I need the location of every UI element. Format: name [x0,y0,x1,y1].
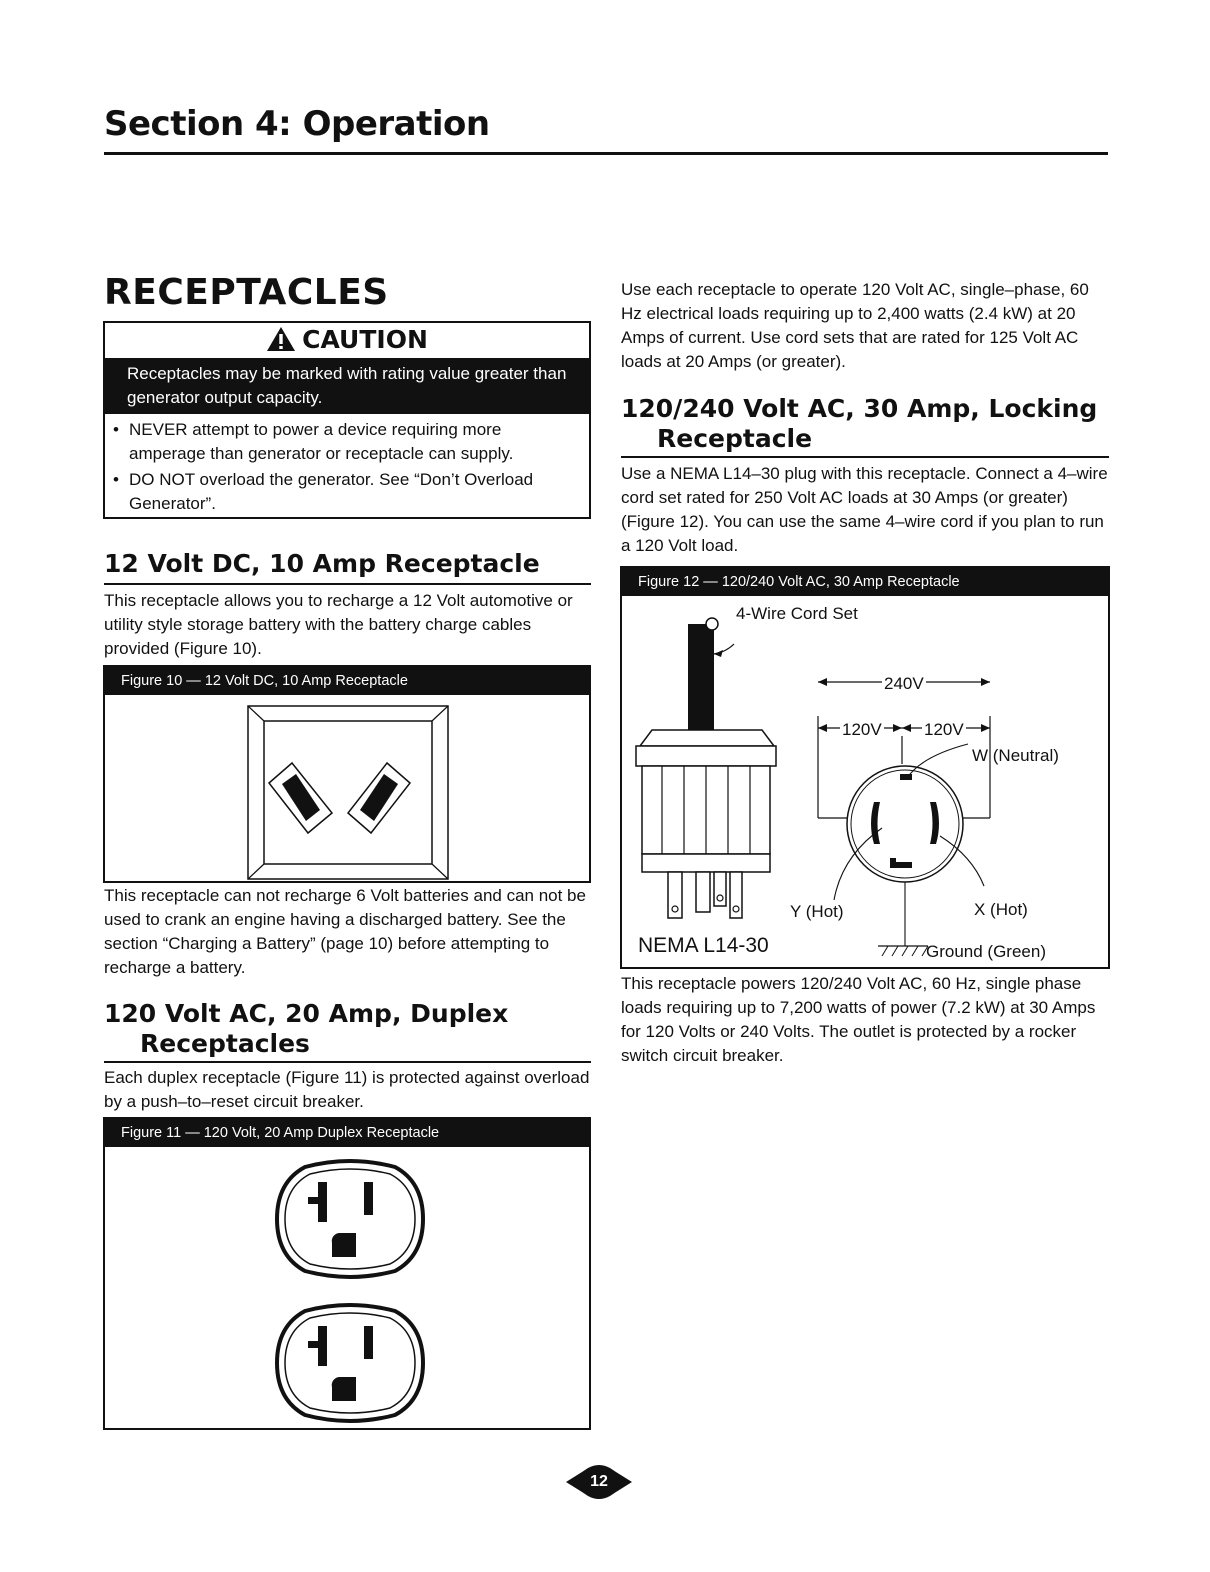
duplex-heading-rule [104,1061,591,1063]
locking-receptacle-diagram [622,596,1108,967]
caution-item: • NEVER attempt to power a device requiring more amperage than generator or receptacle can supply. [113,418,579,466]
locking-heading [621,394,1097,454]
section-title: Section 4: Operation [104,104,490,144]
caution-banner: Receptacles may be marked with rating value greater than generator output capacity. [105,358,589,414]
page-heading: RECEPTACLES [104,272,389,313]
page-number: 12 [590,1473,608,1490]
locking-heading-line2: Receptacle [657,424,813,453]
locking-note: This receptacle powers 120/240 Volt AC, 60 Hz, single phase loads requiring up to 7,200 watts of power (7.2 kW) at 30 Amps for 120 Volts or 240 Volts. The outlet is protected by a rocker switch circuit breaker. [621,974,1096,1065]
caution-title-text: CAUTION [302,325,428,354]
caution-box [103,321,591,519]
dc-heading-rule [104,583,591,585]
label-y-hot: Y (Hot) [790,902,844,921]
duplex-heading [104,999,508,1059]
locking-heading-line1: 120/240 Volt AC, 30 Amp, Locking [621,394,1098,423]
label-cord: 4-Wire Cord Set [736,604,858,623]
outlet-upper [277,1161,423,1277]
section-rule [104,152,1108,155]
duplex-heading-line1: 120 Volt AC, 20 Amp, Duplex [104,999,509,1028]
dc-intro: This receptacle allows you to recharge a 12 Volt automotive or utility style storage battery with the battery charge cables provided (Figure 10). [104,591,573,658]
figure-11-caption: Figure 11 — 120 Volt, 20 Amp Duplex Receptacle [105,1119,589,1147]
duplex-receptacle-illustration [105,1147,589,1428]
figure-10 [103,665,591,883]
duplex-intro: Each duplex receptacle (Figure 11) is protected against overload by a push–to–reset circuit breaker. [104,1068,590,1111]
duplex-heading-line2: Receptacles [140,1029,310,1058]
label-240v: 240V [882,672,926,696]
label-120v-left: 120V [840,718,884,742]
locking-heading-rule [621,456,1109,458]
locking-intro: Use a NEMA L14–30 plug with this receptacle. Connect a 4–wire cord set rated for 250 Volt AC loads at 30 Amps (or greater) (Figure 12). You can use the same 4–wire cord if you plan to run a 120 Volt load. [621,464,1108,555]
caution-item: • DO NOT overload the generator. See “Don’t Overload Generator”. [113,468,579,516]
label-ground: Ground (Green) [926,942,1046,961]
label-nema: NEMA L14-30 [638,934,769,957]
caution-title [105,325,589,354]
warning-icon [266,326,296,352]
figure-12 [620,566,1110,969]
label-neutral: W (Neutral) [972,746,1059,765]
figure-11 [103,1117,591,1430]
right-intro: Use each receptacle to operate 120 Volt AC, single–phase, 60 Hz electrical loads requiring up to 2,400 watts (2.4 kW) at 20 Amps of current. Use cord sets that are rated for 125 Volt AC loads at 20 Amps (or greater). [621,280,1089,371]
outlet-lower [277,1305,423,1421]
dc-heading: 12 Volt DC, 10 Amp Receptacle [104,549,540,578]
caution-list [113,418,579,518]
figure-12-caption: Figure 12 — 120/240 Volt AC, 30 Amp Receptacle [622,568,1108,596]
label-120v-right: 120V [922,718,966,742]
dc-receptacle-illustration [105,695,589,881]
dc-note: This receptacle can not recharge 6 Volt batteries and can not be used to crank an engine having a discharged battery. See the section “Charging a Battery” (page 10) before attempting to recharge a battery. [104,886,586,977]
label-x-hot: X (Hot) [974,900,1028,919]
figure-10-caption: Figure 10 — 12 Volt DC, 10 Amp Receptacle [105,667,589,695]
page-number-badge [566,1462,632,1507]
